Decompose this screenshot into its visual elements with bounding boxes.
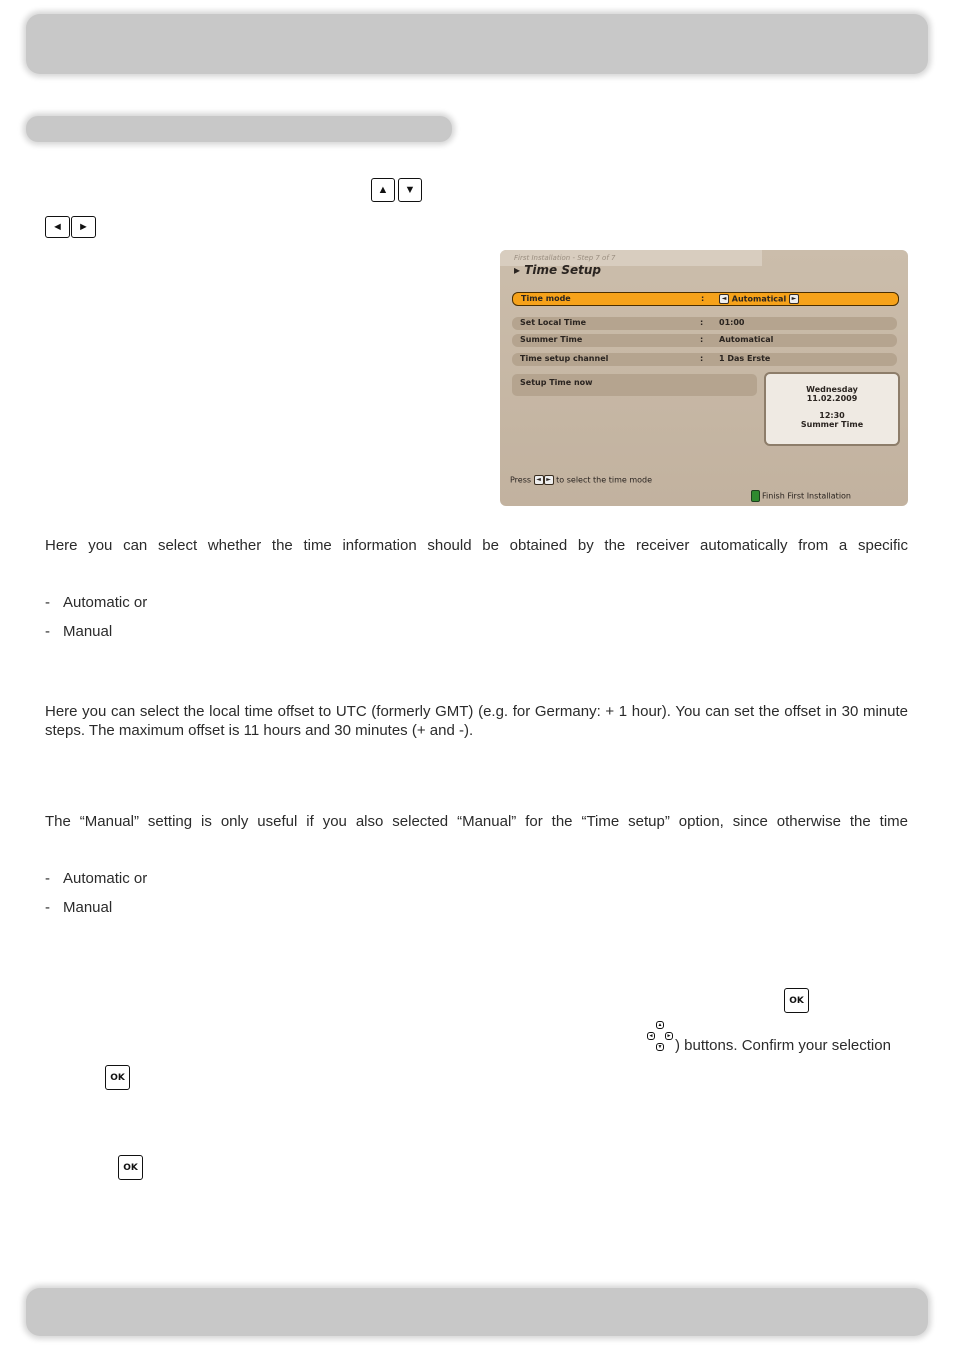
help-prefix: Press bbox=[510, 475, 532, 485]
summer-time-value: Automatical bbox=[719, 335, 774, 344]
right-arrow-icon: ► bbox=[789, 294, 799, 304]
left-arrow-icon: ◄ bbox=[648, 1033, 654, 1039]
right-arrow-key-icon: ► bbox=[71, 216, 96, 238]
time-setup-screen bbox=[500, 250, 908, 506]
list-item bbox=[45, 623, 112, 640]
down-arrow-key-icon: ▼ bbox=[398, 178, 422, 202]
clock-date: 11.02.2009 bbox=[806, 394, 858, 403]
help-suffix: to select the time mode bbox=[556, 475, 653, 485]
clock-panel bbox=[764, 372, 900, 446]
time-mode-label: Time mode bbox=[521, 294, 571, 303]
right-arrow-icon: ► bbox=[544, 475, 554, 485]
finish-installation-hint bbox=[751, 490, 851, 502]
clock-mode: Summer Time bbox=[800, 420, 864, 429]
finish-label: Finish First Installation bbox=[762, 491, 852, 501]
ok-key-icon: OK bbox=[105, 1065, 130, 1090]
up-arrow-key-icon: ▲ bbox=[371, 178, 395, 202]
row-colon: : bbox=[701, 294, 705, 303]
right-arrow-icon: ► bbox=[666, 1033, 672, 1039]
summer-time-row[interactable] bbox=[512, 334, 897, 347]
summer-time-description: The “Manual” setting is only useful if you also selected “Manual” for the “Time setup” option, since otherwise the time bbox=[45, 813, 908, 830]
setup-time-now-label: Setup Time now bbox=[520, 378, 593, 387]
set-local-time-value: 01:00 bbox=[719, 318, 745, 327]
screen-title-text: Time Setup bbox=[524, 263, 601, 277]
time-mode-value: Automatical bbox=[731, 294, 787, 304]
header-bar bbox=[26, 14, 928, 74]
ok-key-icon: OK bbox=[784, 988, 809, 1013]
option-text: Automatic or bbox=[63, 594, 148, 611]
time-setup-channel-row[interactable] bbox=[512, 353, 897, 366]
screen-title: ▸ Time Setup bbox=[514, 263, 601, 277]
installation-step: First Installation - Step 7 of 7 bbox=[514, 254, 616, 262]
ok-key-icon: OK bbox=[118, 1155, 143, 1180]
direction-pad-icon bbox=[647, 1021, 674, 1051]
row-colon: : bbox=[700, 354, 704, 363]
time-mode-row[interactable] bbox=[512, 292, 899, 306]
clock-day: Wednesday bbox=[806, 385, 858, 394]
set-local-time-label: Set Local Time bbox=[520, 318, 587, 327]
bullet-dash: - bbox=[45, 870, 50, 887]
summer-time-label: Summer Time bbox=[520, 335, 583, 344]
time-mode-description: Here you can select whether the time information should be obtained by the receiver automatically from a specific bbox=[45, 537, 908, 554]
list-item bbox=[45, 594, 147, 611]
row-colon: : bbox=[700, 335, 704, 344]
option-text: Manual bbox=[63, 623, 113, 640]
help-text bbox=[510, 475, 652, 485]
left-arrow-icon: ◄ bbox=[534, 475, 544, 485]
left-arrow-key-icon: ◄ bbox=[45, 216, 70, 238]
list-item bbox=[45, 870, 147, 887]
bullet-dash: - bbox=[45, 899, 50, 916]
clock-time: 12:30 bbox=[819, 411, 845, 420]
time-mode-value-wrap bbox=[719, 294, 799, 304]
option-text: Manual bbox=[63, 899, 113, 916]
down-arrow-icon: ▼ bbox=[657, 1044, 663, 1050]
bullet-dash: - bbox=[45, 623, 50, 640]
up-arrow-icon: ▲ bbox=[657, 1022, 663, 1028]
setup-time-now-button[interactable] bbox=[512, 374, 757, 396]
footer-bar bbox=[26, 1288, 928, 1336]
section-heading-bar bbox=[26, 116, 452, 142]
confirm-selection-text: ) buttons. Confirm your selection bbox=[675, 1037, 891, 1054]
option-text: Automatic or bbox=[63, 870, 148, 887]
green-key-icon bbox=[751, 490, 760, 502]
bullet-dash: - bbox=[45, 594, 50, 611]
time-setup-channel-label: Time setup channel bbox=[520, 354, 609, 363]
time-setup-channel-value: 1 Das Erste bbox=[719, 354, 771, 363]
set-local-time-row[interactable] bbox=[512, 317, 897, 330]
list-item bbox=[45, 899, 112, 916]
row-colon: : bbox=[700, 318, 704, 327]
left-arrow-icon: ◄ bbox=[719, 294, 729, 304]
local-time-description: Here you can select the local time offset to UTC (formerly GMT) (e.g. for Germany: + 1 hour). You can set the offset in 30 minute steps. The maximum offset is 11 hours and 30 minutes (+ and -). bbox=[45, 703, 908, 739]
